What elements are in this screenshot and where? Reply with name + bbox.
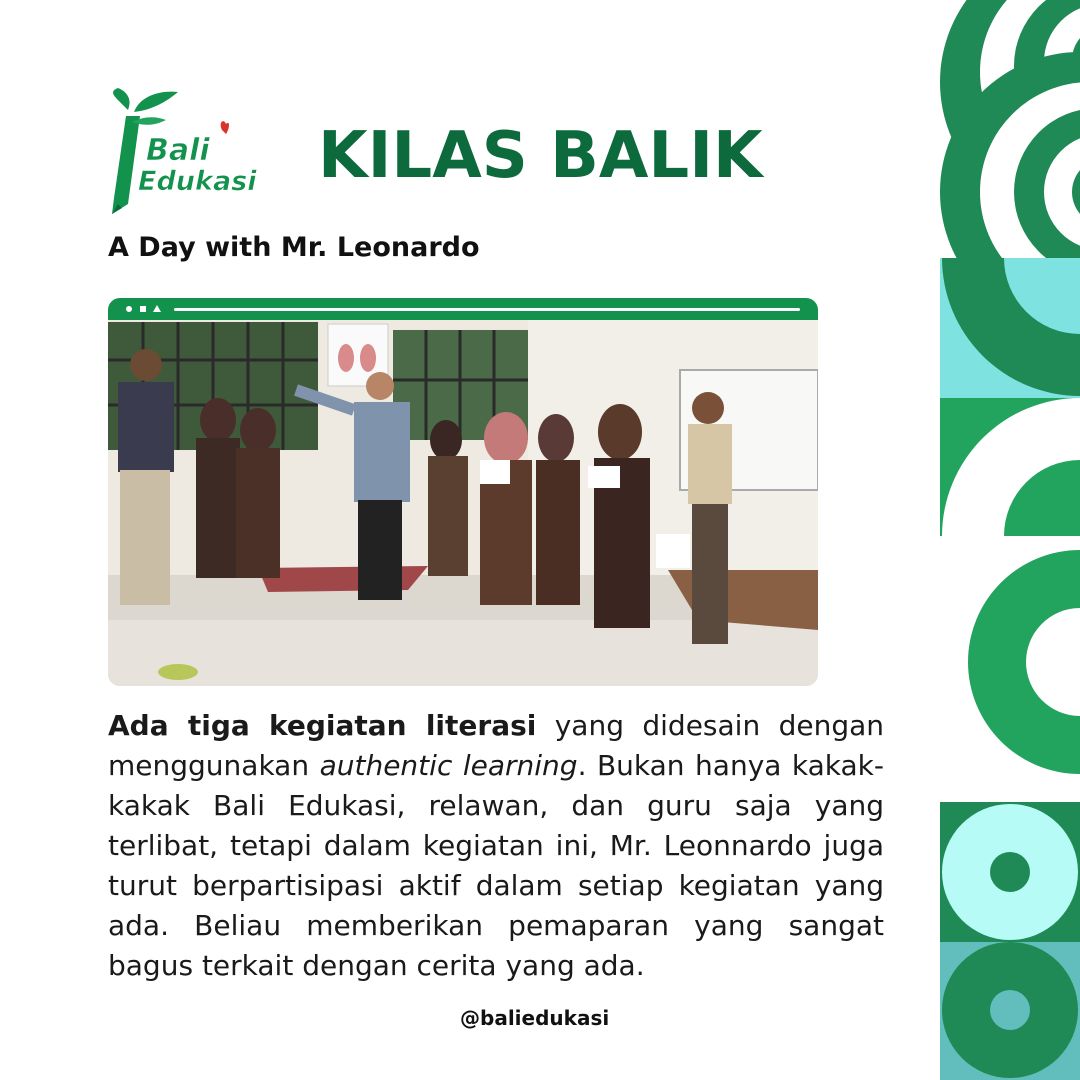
- browser-bar: [108, 298, 818, 320]
- svg-text:Edukasi: Edukasi: [138, 166, 257, 197]
- body-text-2: . Bukan hanya kakak-kakak Bali Edukasi, relawan, dan guru saja yang terlibat, tetapi dalam kegiatan ini, Mr. Leonnardo juga turut berpartisipasi aktif dalam setiap kegiatan yang ada. Beliau memberikan pemaparan yang sangat bagus terkait dengan cerita yang ada.: [108, 749, 884, 982]
- body-text-1: yang didesain dengan menggunakan: [108, 709, 884, 782]
- svg-text:Bali: Bali: [146, 133, 210, 168]
- classroom-photo: [108, 320, 818, 686]
- social-handle: @baliedukasi: [460, 1006, 610, 1030]
- body-paragraph: [108, 706, 884, 986]
- page-title: KILAS BALIK: [318, 119, 763, 193]
- address-bar: [174, 308, 800, 311]
- photo-frame: [108, 298, 818, 686]
- triangle-icon: [153, 305, 161, 312]
- body-bold-lead: Ada tiga kegiatan literasi: [108, 709, 537, 742]
- bali-edukasi-logo: [104, 86, 274, 222]
- square-icon: [140, 306, 146, 312]
- body-italic: authentic learning: [319, 749, 578, 782]
- dot-icon: [126, 306, 132, 312]
- page-subtitle: A Day with Mr. Leonardo: [108, 232, 480, 263]
- decorative-pattern: [940, 0, 1080, 1080]
